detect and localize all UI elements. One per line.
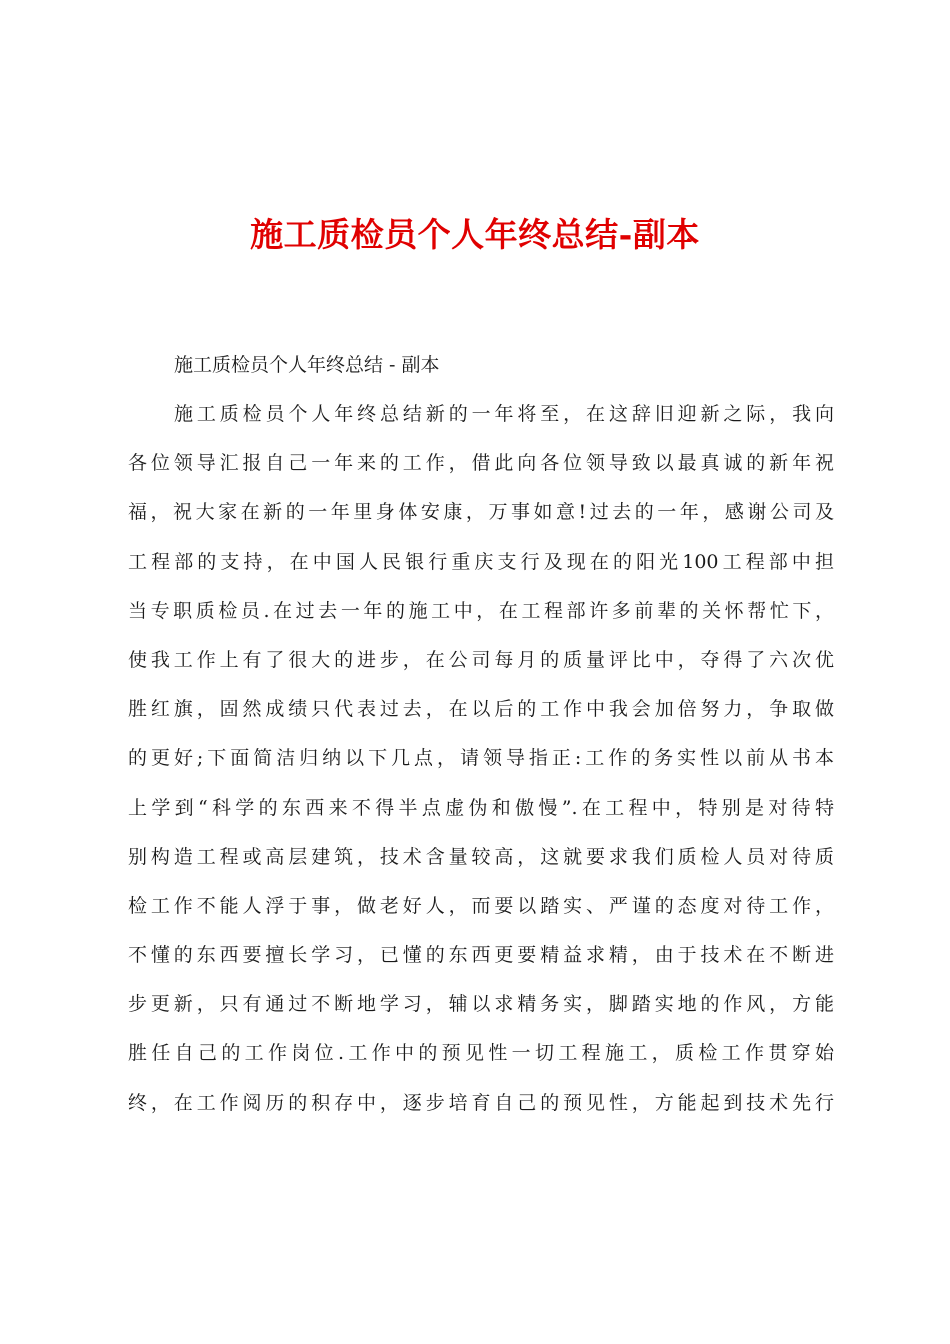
body-line: 使我工作上有了很大的进步，在公司每月的质量评比中，夺得了六次优 <box>128 648 834 671</box>
document-subtitle: 施工质检员个人年终总结 - 副本 <box>174 354 440 376</box>
body-line: 工程部的支持，在中国人民银行重庆支行及现在的阳光100工程部中担 <box>128 550 834 573</box>
body-line: 别构造工程或高层建筑，技术含量较高，这就要求我们质检人员对待质 <box>128 845 834 868</box>
body-line: 上学到“科学的东西来不得半点虚伪和傲慢”.在工程中，特别是对待特 <box>128 796 834 819</box>
body-line: 胜红旗，固然成绩只代表过去，在以后的工作中我会加倍努力，争取做 <box>128 698 834 721</box>
body-line: 当专职质检员.在过去一年的施工中，在工程部许多前辈的关怀帮忙下， <box>128 599 834 622</box>
body-line: 检工作不能人浮于事，做老好人，而要以踏实、严谨的态度对待工作， <box>128 894 834 917</box>
body-line: 步更新，只有通过不断地学习，辅以求精务实，脚踏实地的作风，方能 <box>128 993 834 1016</box>
document-title: 施工质检员个人年终总结-副本 <box>250 215 700 254</box>
document-body <box>128 394 834 1132</box>
body-line: 胜任自己的工作岗位.工作中的预见性一切工程施工，质检工作贯穿始 <box>128 1042 834 1065</box>
body-line: 福，祝大家在新的一年里身体安康，万事如意!过去的一年，感谢公司及 <box>128 501 834 524</box>
body-line: 不懂的东西要擅长学习，已懂的东西更要精益求精，由于技术在不断进 <box>128 944 834 967</box>
body-line: 终，在工作阅历的积存中，逐步培育自己的预见性，方能起到技术先行 <box>128 1091 834 1114</box>
body-line: 的更好;下面简洁归纳以下几点，请领导指正:工作的务实性以前从书本 <box>128 747 834 770</box>
body-line: 各位领导汇报自己一年来的工作，借此向各位领导致以最真诚的新年祝 <box>128 452 834 475</box>
body-line: 施工质检员个人年终总结新的一年将至，在这辞旧迎新之际，我向 <box>174 403 834 425</box>
